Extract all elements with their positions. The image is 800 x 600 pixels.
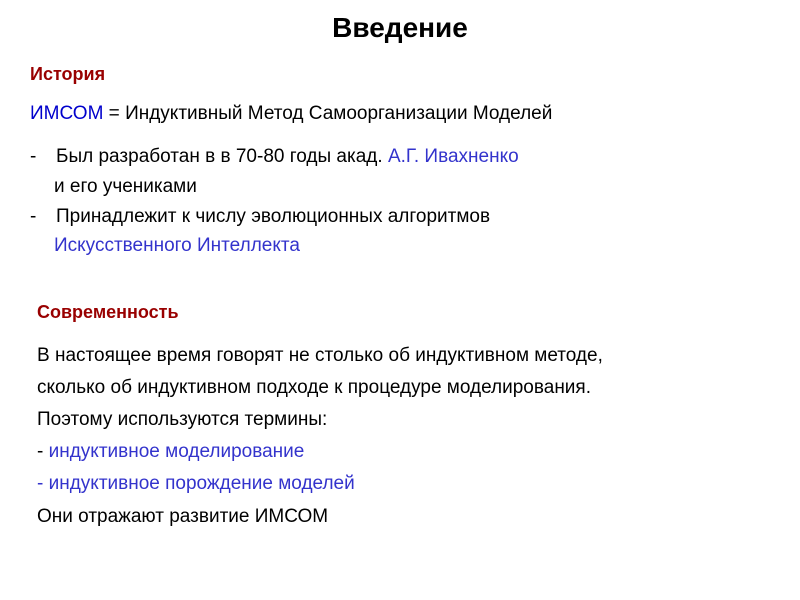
bullet-1-line-1 bbox=[56, 145, 519, 169]
section-heading-modernity: Современность bbox=[37, 302, 179, 322]
acronym-definition bbox=[30, 102, 552, 126]
person-name: А.Г. Ивахненко bbox=[387, 146, 519, 167]
bullet-marker: - bbox=[30, 206, 37, 227]
bullet-1-text: Был разработан в в 70-80 годы акад. bbox=[56, 146, 388, 167]
acronym: ИМСОМ bbox=[30, 103, 104, 124]
bullet-1-line-2: и его учениками bbox=[54, 176, 197, 197]
modernity-line-2: сколько об индуктивном подходе к процедуре моделирования. bbox=[37, 377, 591, 398]
term-2: - индуктивное порождение моделей bbox=[37, 473, 355, 494]
modernity-line-3: Поэтому используются термины: bbox=[37, 409, 328, 430]
slide-title: Введение bbox=[332, 12, 468, 43]
modernity-line-1: В настоящее время говорят не столько об индуктивном методе, bbox=[37, 345, 603, 366]
section-heading-history: История bbox=[30, 64, 106, 84]
bullet-marker: - bbox=[30, 146, 37, 167]
bullet-2-line-2: Искусственного Интеллекта bbox=[54, 235, 300, 256]
bullet-2-line-1: Принадлежит к числу эволюционных алгоритмов bbox=[56, 206, 491, 227]
term-1-text: индуктивное моделирование bbox=[48, 441, 305, 462]
acronym-expansion: Индуктивный Метод Самоорганизации Моделей bbox=[125, 103, 553, 124]
term-dash: - bbox=[37, 441, 49, 462]
conclusion-line: Они отражают развитие ИМСОМ bbox=[37, 506, 329, 527]
equals-sign: = bbox=[103, 103, 126, 124]
term-1 bbox=[37, 440, 304, 464]
